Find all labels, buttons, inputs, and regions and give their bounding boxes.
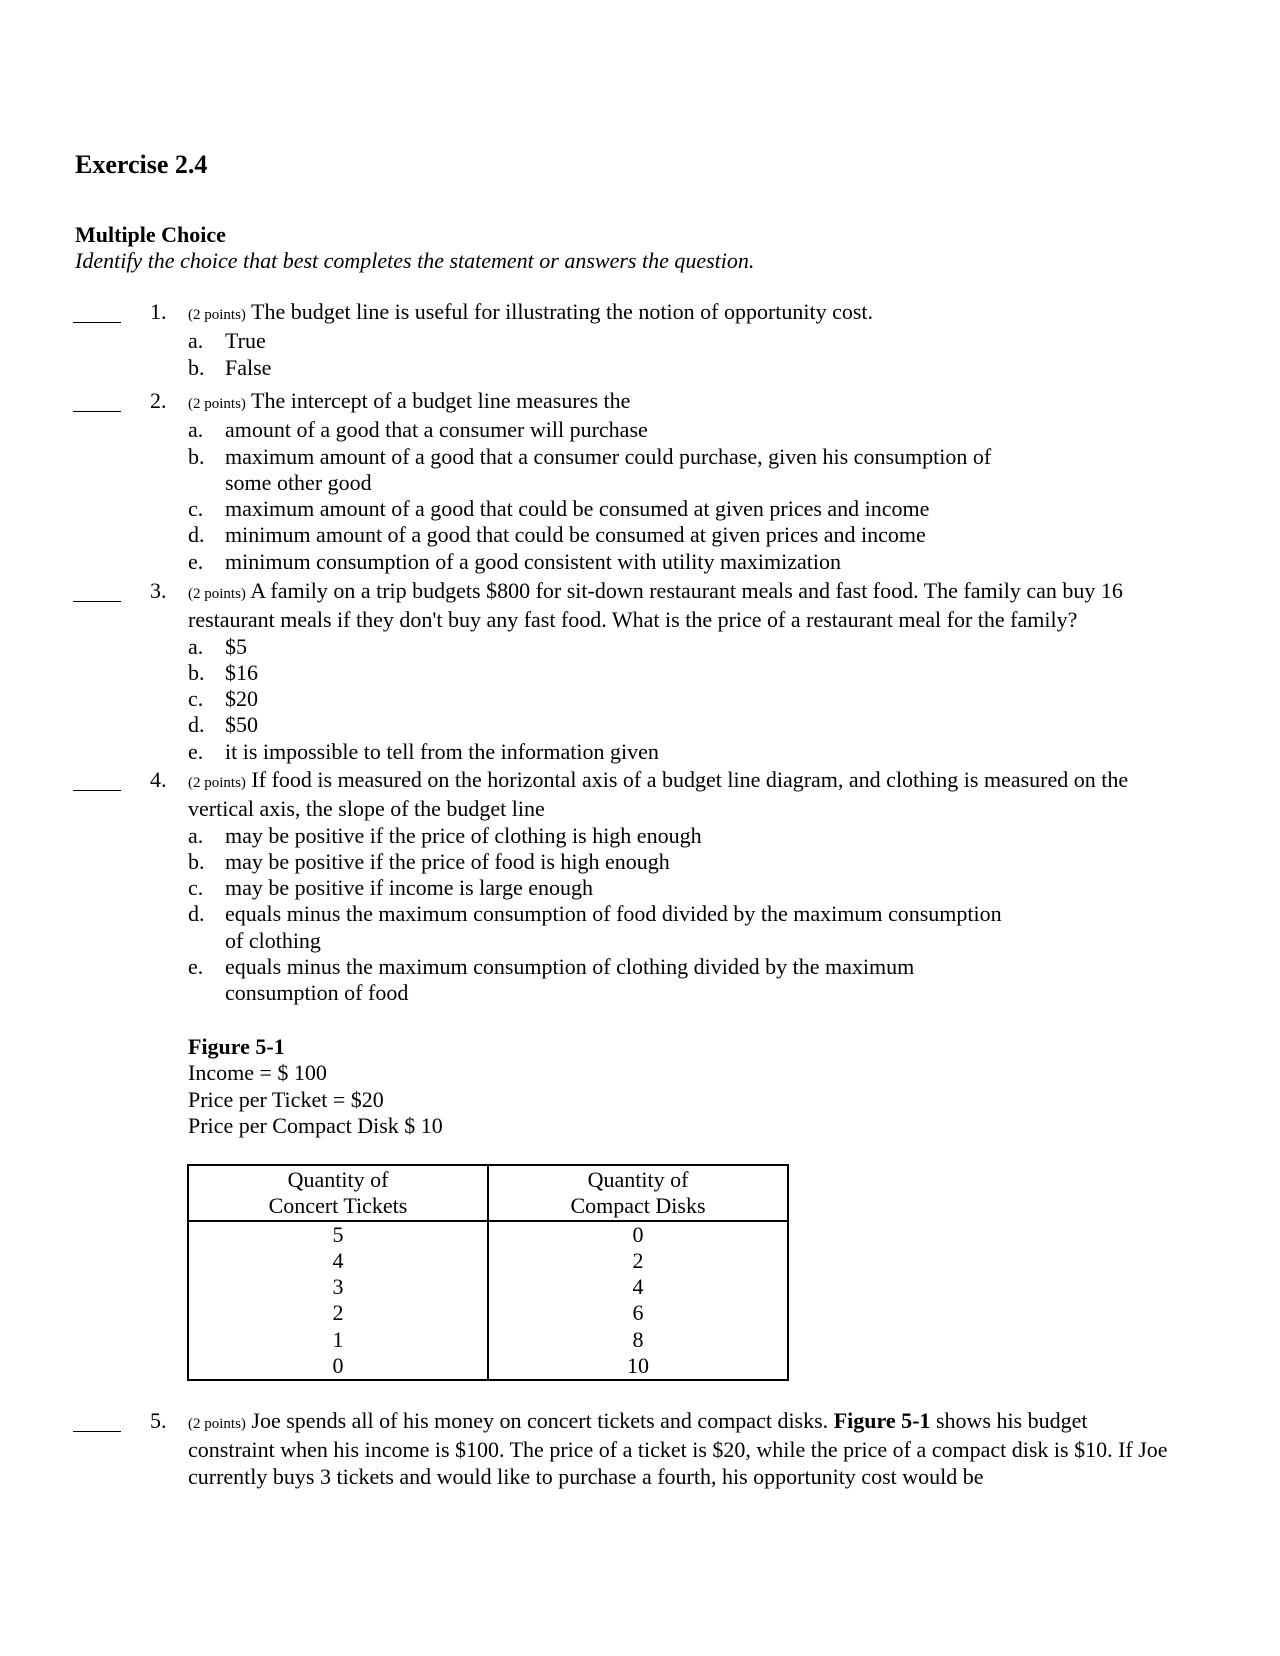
answer-option[interactable] — [188, 328, 1025, 354]
points-label: (2 points) — [188, 775, 246, 791]
answer-option[interactable] — [188, 496, 1025, 522]
option-text: it is impossible to tell from the information given — [225, 738, 659, 764]
table-cell: 0 — [488, 1221, 788, 1248]
table-row — [188, 1221, 788, 1248]
table-row — [188, 1327, 788, 1353]
option-letter: a. — [188, 822, 204, 848]
option-letter: d. — [188, 901, 205, 927]
option-text: False — [225, 354, 272, 380]
option-letter: c. — [188, 496, 204, 522]
question-stem — [188, 767, 1178, 823]
option-text: $50 — [225, 712, 258, 738]
option-letter: a. — [188, 633, 204, 659]
question-stem — [188, 299, 1178, 328]
option-text: may be positive if income is large enough — [225, 875, 594, 901]
question-body — [188, 578, 1178, 765]
question-stem — [188, 388, 1178, 417]
option-letter: c. — [188, 875, 204, 901]
table-header-row — [188, 1165, 788, 1221]
question-text: If food is measured on the horizontal axis of a budget line diagram, and clothing is measured on the vertical axis, the slope of the budget line — [188, 767, 1129, 822]
answer-blank[interactable] — [73, 576, 121, 602]
answer-option[interactable] — [188, 712, 1025, 738]
answer-blank[interactable] — [73, 297, 121, 323]
option-letter: e. — [188, 738, 204, 764]
question-body — [188, 767, 1178, 1007]
option-letter: b. — [188, 443, 205, 469]
answer-option[interactable] — [188, 660, 1025, 686]
option-text: may be positive if the price of food is high enough — [225, 848, 670, 874]
answer-option[interactable] — [188, 739, 1025, 765]
option-text: minimum amount of a good that could be consumed at given prices and income — [225, 522, 926, 548]
option-text: $5 — [225, 633, 247, 659]
answer-option[interactable] — [188, 417, 1025, 443]
question-body — [188, 388, 1178, 575]
question-body — [188, 299, 1178, 381]
table-cell: 5 — [188, 1221, 488, 1248]
option-text: $16 — [225, 659, 258, 685]
table-row — [188, 1300, 788, 1326]
table-row — [188, 1274, 788, 1300]
table-cell: 10 — [488, 1353, 788, 1380]
points-label: (2 points) — [188, 1416, 246, 1432]
table-cell: 3 — [188, 1274, 488, 1300]
column-header-tickets — [188, 1165, 488, 1221]
table-row — [188, 1353, 788, 1380]
option-text: equals minus the maximum consumption of food divided by the maximum consumption of clothing — [225, 901, 1002, 953]
option-letter: b. — [188, 354, 205, 380]
table-cell: 0 — [188, 1353, 488, 1380]
figure-line: Price per Ticket = $20 — [188, 1086, 384, 1112]
option-text: True — [225, 328, 266, 354]
answer-option[interactable] — [188, 686, 1025, 712]
answer-option[interactable] — [188, 522, 1025, 548]
question-number: 1. — [150, 299, 167, 324]
header-line: Concert Tickets — [268, 1193, 408, 1219]
answer-blank[interactable] — [73, 386, 121, 412]
question-stem — [188, 1408, 1178, 1490]
option-letter: b. — [188, 848, 205, 874]
instructions: Identify the choice that best completes the statement or answers the question. — [75, 248, 755, 273]
option-letter: b. — [188, 659, 205, 685]
answer-option[interactable] — [188, 875, 1025, 901]
answer-blank[interactable] — [73, 1406, 121, 1432]
answer-option[interactable] — [188, 444, 1025, 497]
option-text: may be positive if the price of clothing is high enough — [225, 822, 702, 848]
figure-table — [187, 1164, 789, 1381]
figure-title: Figure 5-1 — [188, 1034, 285, 1059]
table-cell: 8 — [488, 1327, 788, 1353]
figure-line: Income = $ 100 — [188, 1060, 327, 1086]
answer-option[interactable] — [188, 823, 1025, 849]
answer-option[interactable] — [188, 549, 1025, 575]
option-letter: d. — [188, 712, 205, 738]
answer-option[interactable] — [188, 634, 1025, 660]
section-heading: Multiple Choice — [75, 222, 226, 247]
question-text: Joe spends all of his money on concert tickets and compact disks. — [251, 1408, 829, 1433]
question-number: 4. — [150, 767, 167, 792]
option-letter: e. — [188, 548, 204, 574]
option-letter: c. — [188, 686, 204, 712]
option-letter: d. — [188, 522, 205, 548]
option-letter: a. — [188, 328, 204, 354]
option-letter: e. — [188, 954, 204, 980]
figure-reference: Figure 5-1 — [833, 1408, 931, 1433]
question-text: The intercept of a budget line measures the — [251, 388, 631, 413]
answer-option[interactable] — [188, 901, 1025, 954]
question-text: The budget line is useful for illustrating the notion of opportunity cost. — [251, 299, 874, 324]
table-row — [188, 1248, 788, 1274]
answer-option[interactable] — [188, 954, 1025, 1007]
table-cell: 2 — [488, 1248, 788, 1274]
question-text: A family on a trip budgets $800 for sit-down restaurant meals and fast food. The family can buy 16 restaurant meals if they don't buy any fast food. What is the price of a restaurant meal for the family? — [188, 578, 1123, 633]
answer-option[interactable] — [188, 355, 1025, 381]
option-text: $20 — [225, 686, 258, 712]
answer-option[interactable] — [188, 849, 1025, 875]
question-text: shows his budget constraint when his income is $100. The price of a ticket is $20, while the price of a compact disk is $10. If Joe currently buys 3 tickets and would like to purchase a fourth, his opportunity cost would be — [188, 1408, 1168, 1489]
figure-block — [188, 1034, 443, 1139]
table-cell: 4 — [488, 1274, 788, 1300]
question-number: 3. — [150, 578, 167, 603]
question-number: 2. — [150, 388, 167, 413]
points-label: (2 points) — [188, 307, 246, 323]
page-title: Exercise 2.4 — [75, 150, 208, 179]
table-cell: 6 — [488, 1300, 788, 1326]
answer-blank[interactable] — [73, 765, 121, 791]
option-text: maximum amount of a good that could be consumed at given prices and income — [225, 496, 930, 522]
question-stem — [188, 578, 1178, 634]
question-body — [188, 1408, 1178, 1490]
points-label: (2 points) — [188, 586, 246, 602]
option-text: minimum consumption of a good consistent with utility maximization — [225, 548, 841, 574]
option-text: maximum amount of a good that a consumer could purchase, given his consumption of some other good — [225, 443, 992, 495]
column-header-disks — [488, 1165, 788, 1221]
option-letter: a. — [188, 417, 204, 443]
points-label: (2 points) — [188, 396, 246, 412]
figure-line: Price per Compact Disk $ 10 — [188, 1112, 443, 1138]
table-cell: 1 — [188, 1327, 488, 1353]
option-text: equals minus the maximum consumption of clothing divided by the maximum consumption of food — [225, 954, 915, 1006]
header-line: Compact Disks — [570, 1193, 706, 1219]
option-text: amount of a good that a consumer will purchase — [225, 417, 648, 443]
header-line: Quantity of — [587, 1167, 689, 1192]
table-cell: 4 — [188, 1248, 488, 1274]
header-line: Quantity of — [287, 1167, 389, 1192]
question-number: 5. — [150, 1408, 167, 1433]
table-cell: 2 — [188, 1300, 488, 1326]
